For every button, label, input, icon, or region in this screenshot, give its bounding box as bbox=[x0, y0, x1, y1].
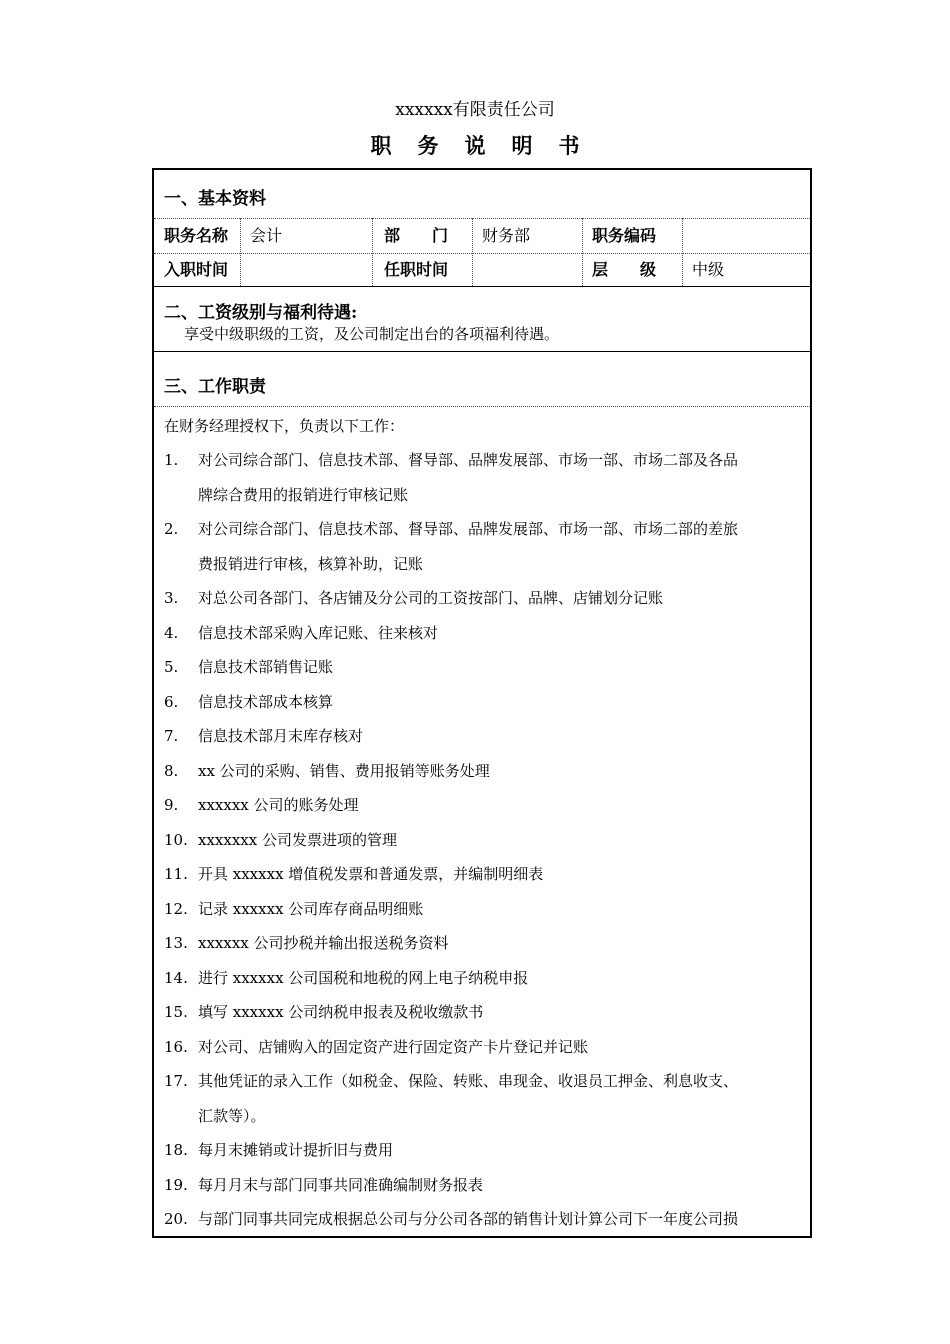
divider bbox=[154, 351, 810, 352]
company-name: xxxxxx有限责任公司 bbox=[395, 100, 555, 120]
list-item: 14. 进行 xxxxxx 公司国税和地税的网上电子纳税申报 bbox=[164, 968, 529, 987]
list-item: 2. 对公司综合部门、信息技术部、督导部、品牌发展部、市场一部、市场二部的差旅 费报销进行审核，核算补助，记账 bbox=[164, 520, 739, 573]
salary-benefit-text: 享受中级职级的工资，及公司制定出台的各项福利待遇。 bbox=[184, 325, 560, 343]
list-item: 6. 信息技术部成本核算 bbox=[164, 692, 334, 711]
label-department: 部 门 bbox=[384, 226, 449, 245]
list-item: 19. 每月月末与部门同事共同准确编制财务报表 bbox=[164, 1175, 484, 1194]
list-item: 4. 信息技术部采购入库记账、往来核对 bbox=[164, 623, 439, 642]
divider bbox=[154, 406, 810, 407]
label-job-title: 职务名称 bbox=[164, 226, 229, 245]
grid-line bbox=[240, 218, 241, 286]
job-description-table bbox=[152, 168, 812, 1238]
grid-line bbox=[582, 218, 583, 286]
list-item: 3. 对总公司各部门、各店铺及分公司的工资按部门、品牌、店铺划分记账 bbox=[164, 589, 664, 607]
value-level: 中级 bbox=[692, 260, 725, 279]
label-job-code: 职务编码 bbox=[592, 226, 657, 245]
list-item: 12. 记录 xxxxxx 公司库存商品明细账 bbox=[164, 899, 424, 918]
label-level: 层 级 bbox=[592, 260, 657, 279]
section-duties-heading: 三、工作职责 bbox=[164, 377, 266, 397]
list-item: 13. xxxxxx 公司抄税并输出报送税务资料 bbox=[164, 934, 449, 952]
list-item: 16. 对公司、店铺购入的固定资产进行固定资产卡片登记并记账 bbox=[164, 1037, 589, 1056]
document-title: 职务说明书 bbox=[370, 133, 606, 158]
list-item: 9. xxxxxx 公司的账务处理 bbox=[164, 796, 359, 814]
list-item: 7. 信息技术部月末库存核对 bbox=[164, 727, 364, 745]
duties-list bbox=[164, 443, 802, 1237]
list-item: 10. xxxxxxx 公司发票进项的管理 bbox=[164, 830, 397, 849]
section-salary-heading: 二、工资级别与福利待遇: bbox=[164, 303, 358, 323]
list-item: 18. 每月末摊销或计提折旧与费用 bbox=[164, 1141, 394, 1159]
grid-line bbox=[372, 218, 373, 286]
list-item: 5. 信息技术部销售记账 bbox=[164, 658, 334, 676]
duties-intro: 在财务经理授权下，负责以下工作： bbox=[164, 417, 405, 435]
section-basic-info-heading: 一、基本资料 bbox=[164, 189, 266, 209]
value-department: 财务部 bbox=[482, 226, 531, 245]
list-item: 15. 填写 xxxxxx 公司纳税申报表及税收缴款书 bbox=[164, 1003, 484, 1021]
list-item: 20. 与部门同事共同完成根据总公司与分公司各部的销售计划计算公司下一年度公司损 bbox=[164, 1210, 739, 1228]
list-item: 1. 对公司综合部门、信息技术部、督导部、品牌发展部、市场一部、市场二部及各品 牌综合费用的报销进行审核记账 bbox=[164, 451, 739, 504]
list-item: 11. 开具 xxxxxx 增值税发票和普通发票，并编制明细表 bbox=[164, 865, 544, 883]
grid-line bbox=[472, 218, 473, 286]
value-job-title: 会计 bbox=[250, 226, 283, 245]
divider bbox=[154, 286, 810, 287]
list-item: 17. 其他凭证的录入工作（如税金、保险、转账、串现金、收退员工押金、利息收支、 汇款等）。 bbox=[164, 1072, 739, 1125]
grid-line bbox=[682, 218, 683, 286]
label-appointment-date: 任职时间 bbox=[384, 260, 449, 279]
label-hire-date: 入职时间 bbox=[164, 260, 229, 279]
list-item: 8. xx 公司的采购、销售、费用报销等账务处理 bbox=[164, 761, 490, 780]
